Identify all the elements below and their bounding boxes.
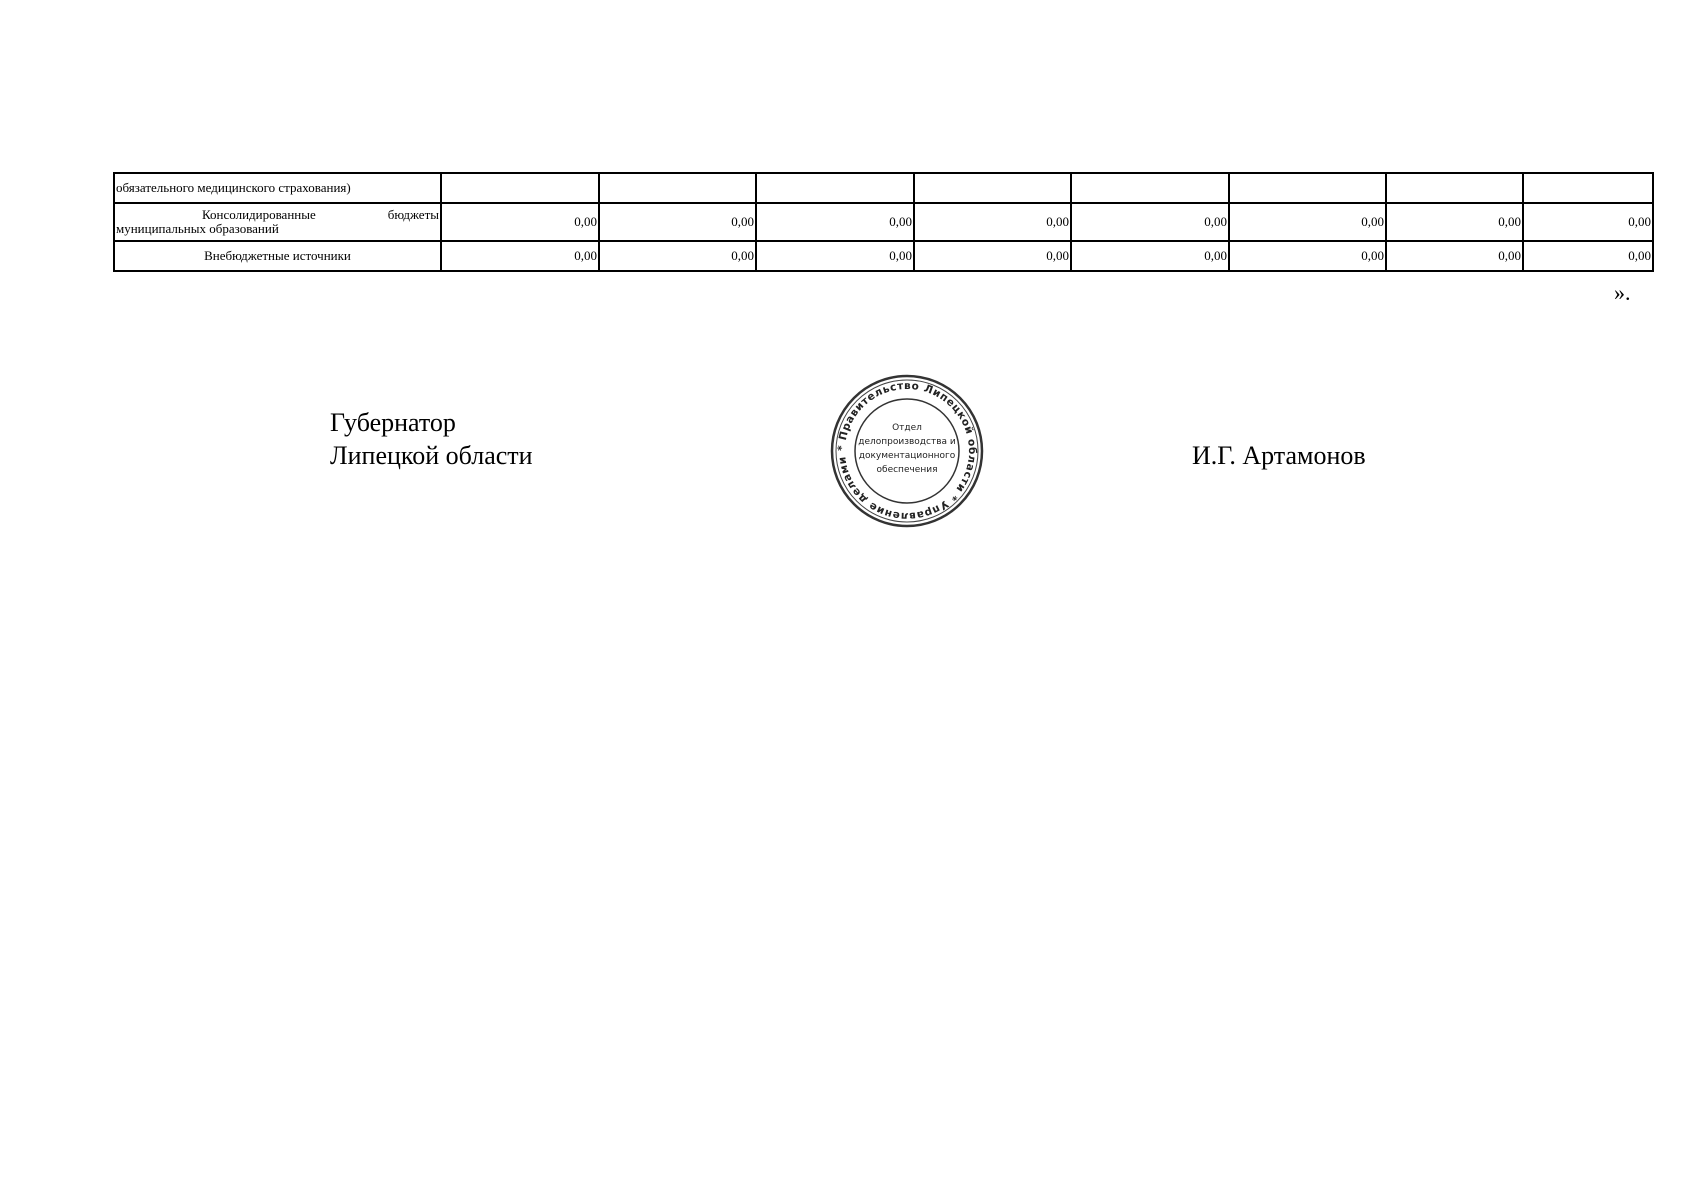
table-cell: 0,00 [1386, 241, 1523, 271]
table-cell: 0,00 [441, 241, 599, 271]
table-cell: 0,00 [1523, 241, 1653, 271]
row-label: обязательного медицинского страхования) [114, 173, 441, 203]
signatory-title-line: Липецкой области [330, 441, 533, 470]
table-cell: 0,00 [441, 203, 599, 241]
seal-inner-text: документационного [858, 451, 956, 461]
table-cell [914, 173, 1071, 203]
table-cell [756, 173, 914, 203]
row-label-line: Консолидированные бюджеты [202, 207, 439, 222]
table-cell: 0,00 [914, 203, 1071, 241]
row-label [114, 203, 441, 241]
table-row [114, 203, 1653, 241]
table-cell [441, 173, 599, 203]
table-cell [1386, 173, 1523, 203]
row-label-line: муниципальных образований [116, 221, 279, 236]
table-cell: 0,00 [914, 241, 1071, 271]
table-cell [1229, 173, 1386, 203]
signatory-title-line: Губернатор [330, 408, 456, 437]
table-cell: 0,00 [756, 203, 914, 241]
table-cell: 0,00 [1071, 241, 1229, 271]
row-label: Внебюджетные источники [114, 241, 441, 271]
table-cell: 0,00 [756, 241, 914, 271]
table-cell [1071, 173, 1229, 203]
closing-quote-mark: ». [1614, 280, 1631, 305]
table-cell: 0,00 [1523, 203, 1653, 241]
seal-inner-text: Отдел [892, 423, 922, 433]
table-cell: 0,00 [1386, 203, 1523, 241]
table-cell: 0,00 [1229, 203, 1386, 241]
signatory-name: И.Г. Артамонов [1192, 441, 1366, 470]
seal-inner-text: делопроизводства и [858, 437, 956, 447]
official-seal-stamp [829, 373, 985, 529]
table-cell: 0,00 [1071, 203, 1229, 241]
table-cell [599, 173, 756, 203]
budget-table [113, 172, 1654, 272]
seal-outer-text: * Правительство Липецкой области * Управление делами [835, 379, 979, 523]
table-cell: 0,00 [1229, 241, 1386, 271]
table-cell: 0,00 [599, 241, 756, 271]
table-cell: 0,00 [599, 203, 756, 241]
table-row [114, 241, 1653, 271]
table-row [114, 173, 1653, 203]
seal-inner-text: обеспечения [876, 465, 938, 475]
table-cell [1523, 173, 1653, 203]
signatory-title [330, 406, 533, 472]
